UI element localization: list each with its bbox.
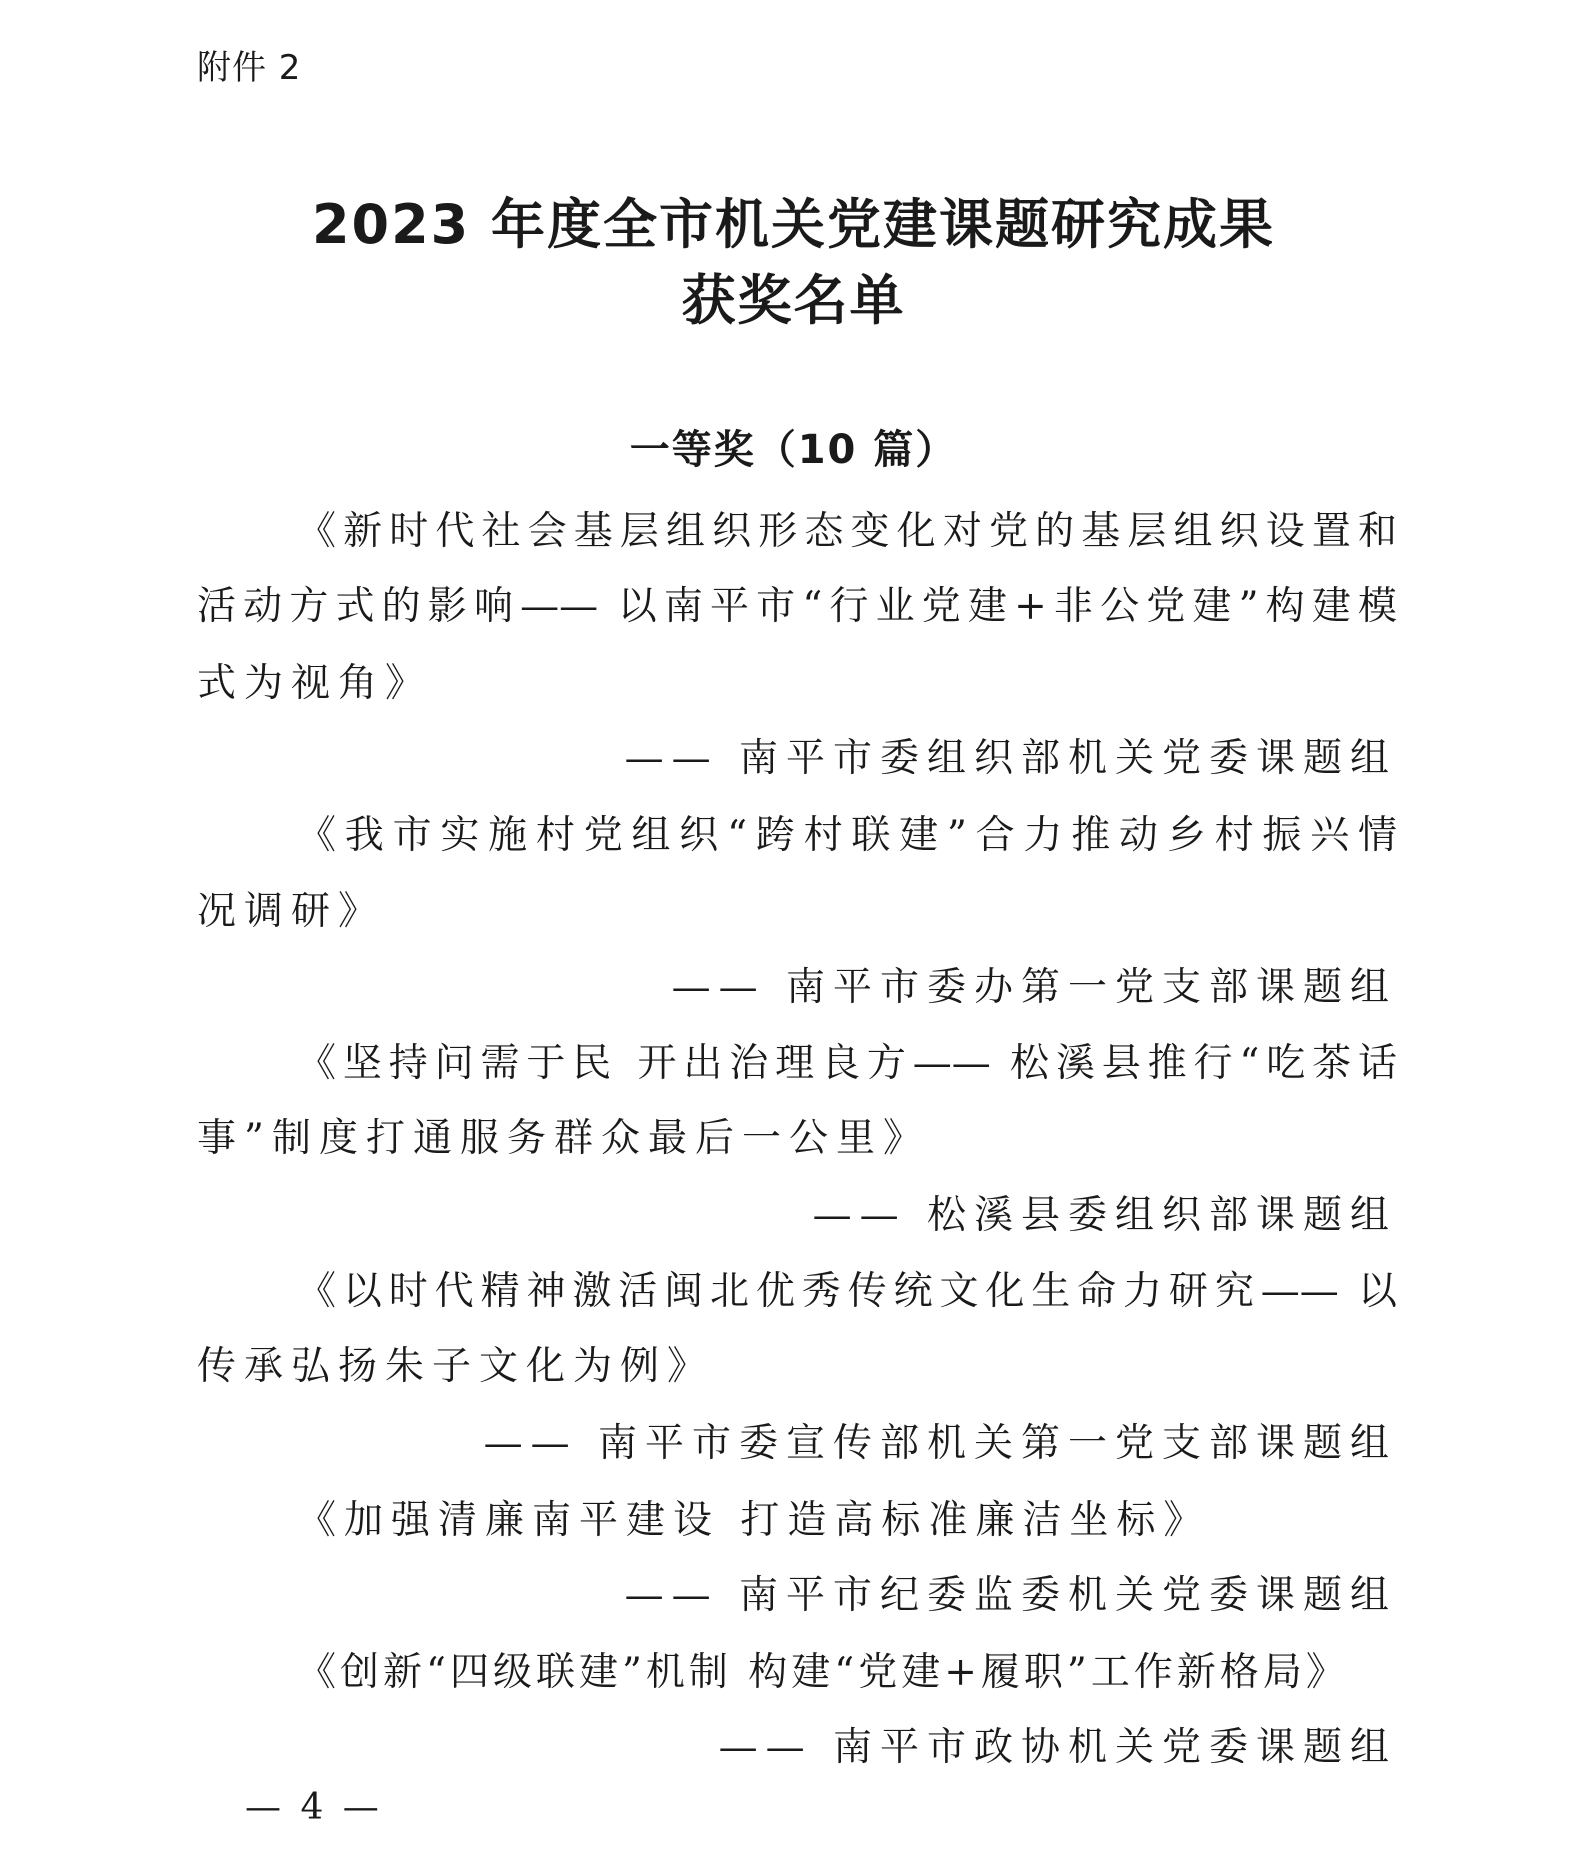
entry-1-title-line-1: 《新时代社会基层组织形态变化对党的基层组织设置和 xyxy=(297,509,1397,554)
entry-4-author: —— 南平市委宣传部机关第一党支部课题组 xyxy=(483,1421,1397,1466)
entry-6-title-line-1: 《创新“四级联建”机制 构建“党建+履职”工作新格局》 xyxy=(297,1650,1349,1695)
entry-2-author: —— 南平市委办第一党支部课题组 xyxy=(671,965,1397,1010)
page-number: — 4 — xyxy=(245,1787,383,1828)
document-title-line-1: 2023 年度全市机关党建课题研究成果 xyxy=(311,193,1276,256)
entry-5-author: —— 南平市纪委监委机关党委课题组 xyxy=(624,1573,1397,1618)
entry-3-title-line-2: 事”制度打通服务群众最后一公里》 xyxy=(197,1116,930,1161)
entry-3-author: —— 松溪县委组织部课题组 xyxy=(812,1193,1397,1238)
entry-1-title-line-3: 式为视角》 xyxy=(197,661,433,706)
entry-2-title-line-2: 况调研》 xyxy=(197,889,386,934)
entry-4-title-line-1: 《以时代精神激活闽北优秀传统文化生命力研究—— 以 xyxy=(297,1269,1397,1314)
entry-3-title-line-1: 《坚持问需于民 开出治理良方—— 松溪县推行“吃茶话 xyxy=(297,1041,1397,1086)
entry-6-author: —— 南平市政协机关党委课题组 xyxy=(718,1725,1397,1770)
document-title-line-2: 获奖名单 xyxy=(681,269,906,332)
entry-5-title-line-1: 《加强清廉南平建设 打造高标准廉洁坐标》 xyxy=(297,1498,1211,1543)
entry-1-title-line-2: 活动方式的影响—— 以南平市“行业党建+非公党建”构建模 xyxy=(197,584,1397,629)
section-heading-first-prize: 一等奖（10 篇） xyxy=(629,427,958,473)
attachment-label: 附件 2 xyxy=(197,48,302,88)
entry-4-title-line-2: 传承弘扬朱子文化为例》 xyxy=(197,1344,715,1389)
entry-1-author: —— 南平市委组织部机关党委课题组 xyxy=(624,736,1397,781)
entry-2-title-line-1: 《我市实施村党组织“跨村联建”合力推动乡村振兴情 xyxy=(297,813,1397,858)
